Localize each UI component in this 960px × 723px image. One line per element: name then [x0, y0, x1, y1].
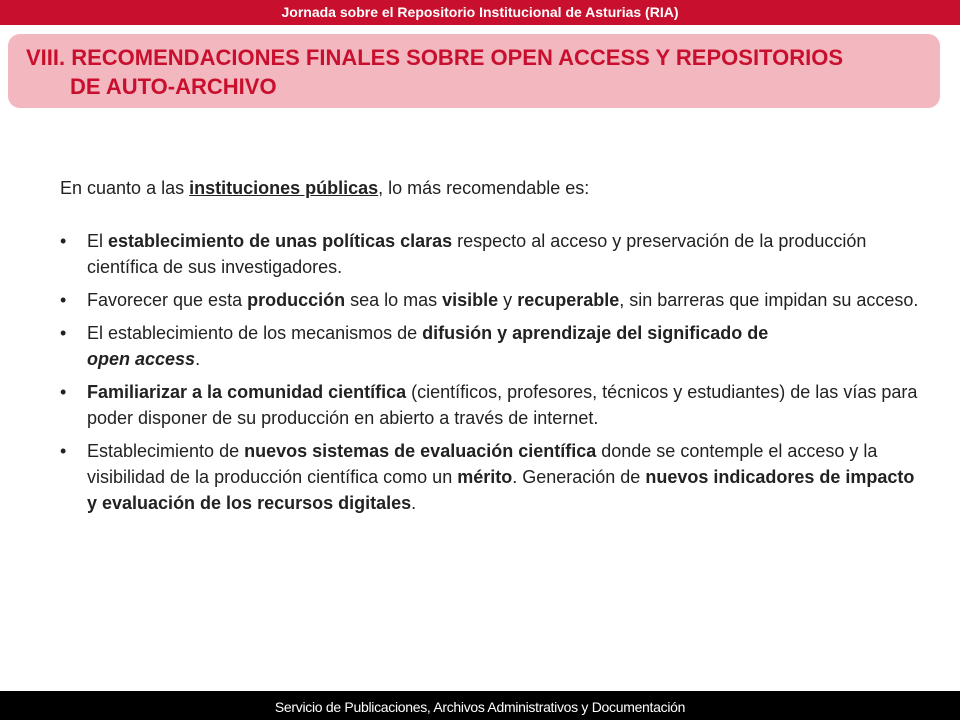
list-item: [60, 438, 920, 516]
bullet-icon: •: [60, 323, 67, 343]
bullet-icon: •: [60, 231, 67, 251]
item-text: respecto al acceso y preservación de la producción científica de sus investigadores.: [87, 231, 867, 277]
item-emphasis: difusión y aprendizaje del significado de: [422, 323, 769, 343]
item-text: sea lo mas: [345, 290, 443, 310]
item-emphasis: Familiarizar a la comunidad científica: [87, 382, 407, 402]
slide-title-line-2: DE AUTO-ARCHIVO: [70, 74, 277, 99]
item-emphasis: producción: [247, 290, 346, 310]
item-emphasis: nuevos indicadores de impacto y evaluación de los recursos digitales: [87, 467, 915, 513]
slide-title-box: [8, 34, 940, 108]
intro-text-after: , lo más recomendable es:: [378, 178, 590, 198]
bullet-icon: •: [60, 441, 67, 461]
item-emphasis: recuperable: [517, 290, 620, 310]
intro-text-before: En cuanto a las: [60, 178, 190, 198]
item-text: (científicos, profesores, técnicos y estudiantes) de las vías para poder disponer de su producción en abierto a través de internet.: [87, 382, 918, 428]
item-text: Favorecer que esta: [87, 290, 248, 310]
item-text: El establecimiento de los mecanismos de: [87, 323, 423, 343]
item-emphasis: visible: [442, 290, 499, 310]
recommendation-list: [60, 228, 920, 516]
footer-bar: [0, 691, 960, 720]
item-text: El: [87, 231, 109, 251]
event-title: Jornada sobre el Repositorio Institucional de Asturias (RIA): [281, 4, 679, 20]
intro-paragraph: [60, 174, 920, 202]
header-bar: [0, 0, 960, 25]
list-item: [60, 228, 920, 280]
item-text: , sin barreras que impidan su acceso.: [619, 290, 919, 310]
list-item: [60, 320, 920, 372]
item-emphasis: nuevos sistemas de evaluación científica: [244, 441, 597, 461]
bullet-icon: •: [60, 382, 67, 402]
item-emphasis-italic: open access: [87, 349, 196, 369]
slide-content: [60, 174, 920, 523]
list-item: [60, 287, 920, 313]
item-emphasis: establecimiento de unas políticas claras: [108, 231, 453, 251]
footer-text: Servicio de Publicaciones, Archivos Administrativos y Documentación: [274, 699, 686, 715]
bullet-icon: •: [60, 290, 67, 310]
item-text: y: [498, 290, 518, 310]
item-text: Establecimiento de: [87, 441, 245, 461]
intro-emphasis: instituciones públicas: [189, 178, 379, 198]
item-text: .: [411, 493, 417, 513]
item-text: .: [195, 349, 201, 369]
item-text: . Generación de: [512, 467, 646, 487]
slide-title-line-1: VIII. RECOMENDACIONES FINALES SOBRE OPEN ACCESS Y REPOSITORIOS: [26, 45, 843, 70]
item-emphasis: mérito: [457, 467, 513, 487]
list-item: [60, 379, 920, 431]
item-text: donde se contemple el acceso y la visibilidad de la producción científica como un: [87, 441, 878, 487]
